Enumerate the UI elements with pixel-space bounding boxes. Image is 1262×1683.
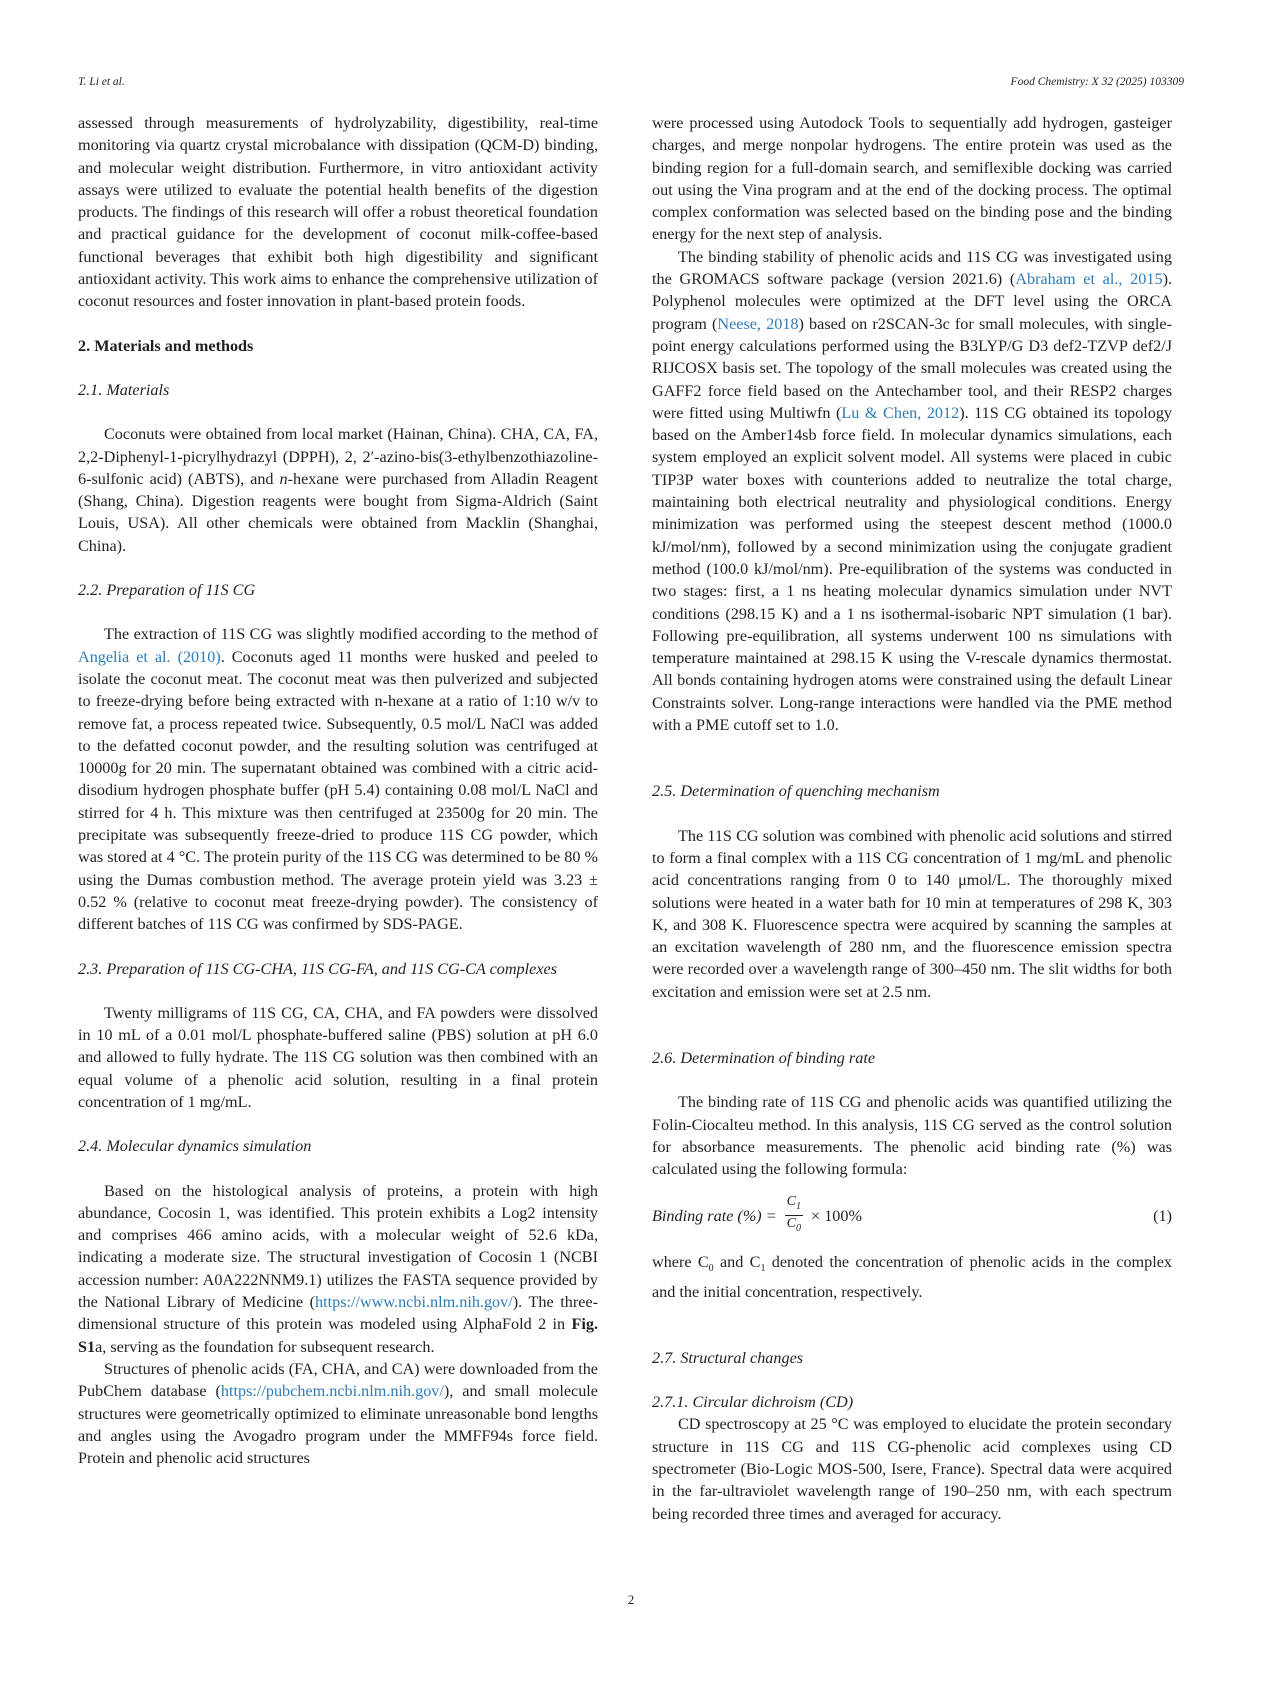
text-run: where C [652, 1253, 709, 1272]
equation-number: (1) [1153, 1206, 1172, 1225]
intro-continuation-paragraph: assessed through measurements of hydrolyzability, digestibility, real-time monitoring via quartz crystal microbalance with dissipation (QCM-D) binding, and molecular weight distribution. Furthermore, in vitro antioxidant activity assays were utilized to evaluate the potential health benefits of the digestion products. The findings of this research will offer a robust theoretical foundation and practical guidance for the development of coconut milk-coffee-based functional beverages that exhibit both high digestibility and significant antioxidant activity. This work aims to enhance the comprehensive utilization of coconut resources and foster innovation in plant-based protein foods. [78, 114, 598, 311]
equation-1 [652, 1194, 1172, 1237]
text-run: Based on the histological analysis of proteins, a protein with high abundance, Cocosin 1, was identified. This protein exhibits a Log2 intensity and comprises 466 amino acids, with a molecular weight of 52.6 kDa, indicating a moderate size. The structural investigation of Cocosin 1 (NCBI accession number: A0A222NNM9.1) utilizes the FASTA sequence provided by the National Library of Medicine ( [78, 1181, 598, 1312]
text-run: The extraction of 11S CG was slightly modified according to the method of [104, 625, 598, 644]
subscript: 0 [708, 1263, 714, 1275]
quenching-paragraph: The 11S CG solution was combined with phenolic acid solutions and stirred to form a final complex with a 11S CG concentration of 1 mg/mL and phenolic acid concentrations ranging from 0 to 140 μmol/L. The thoroughly mixed solutions were heated in a water bath for 10 min at temperatures of 298 K, 303 K, and 308 K. Fluorescence spectra were acquired by scanning the samples at an excitation wavelength of 280 nm, and the fluorescence emission spectra were recorded over a wavelength range of 300–450 nm. The slit widths for both excitation and emission were set at 2.5 nm. [652, 826, 1172, 1001]
binding-rate-paragraph: The binding rate of 11S CG and phenolic acids was quantified utilizing the Folin-Ciocalteu method. In this analysis, 11S CG served as the control solution for absorbance measurements. The phenolic acid binding rate (%) was calculated using the following formula: [652, 1093, 1172, 1179]
pubchem-link[interactable]: https://pubchem.ncbi.nlm.nih.gov/ [220, 1382, 444, 1401]
spacer [652, 736, 1172, 758]
denominator-symbol: C [786, 1216, 797, 1232]
fraction-denominator [785, 1216, 803, 1237]
reference-link-abraham[interactable]: Abraham et al., 2015 [1015, 270, 1163, 289]
section-2-1-heading: 2.1. Materials [78, 380, 170, 399]
md-paragraph-1 [78, 1180, 598, 1358]
running-head-journal: Food Chemistry: X 32 (2025) 103309 [1010, 76, 1184, 88]
equation-lhs: Binding rate (%) = [652, 1206, 777, 1225]
text-run: a, serving as the foundation for subsequent research. [95, 1337, 435, 1356]
page-number: 2 [627, 1592, 635, 1607]
materials-paragraph [78, 423, 598, 557]
equation-fraction [785, 1194, 803, 1237]
text-run: ). The three-dimensional structure of this protein was modeled using AlphaFold 2 in [78, 1293, 598, 1334]
section-2-4-heading: 2.4. Molecular dynamics simulation [78, 1137, 312, 1156]
reference-link-lu-chen[interactable]: Lu & Chen, 2012 [841, 403, 960, 422]
denominator-subscript: 0 [796, 1223, 802, 1235]
section-2-7-heading: 2.7. Structural changes [652, 1348, 804, 1367]
reference-link-neese[interactable]: Neese, 2018 [717, 314, 799, 333]
complexes-paragraph: Twenty milligrams of 11S CG, CA, CHA, and FA powders were dissolved in 10 mL of a 0.01 mol/L phosphate-buffered saline (PBS) solution at pH 6.0 and allowed to fully hydrate. The 11S CG solution was then combined with an equal volume of a phenolic acid solution, resulting in a final protein concentration of 1 mg/mL. [78, 1003, 598, 1111]
section-2-heading: 2. Materials and methods [78, 336, 254, 355]
text-run: ). 11S CG obtained its topology based on the Amber14sb force field. In molecular dynamics simulations, each system employed an explicit solvent model. All systems were placed in cubic TIP3P water boxes with counterions added to neutralize the total charge, maintaining both electrical neutrality and physiological conditions. Energy minimization was performed using the steepest descent method (1000.0 kJ/mol/nm), followed by a second minimization using the conjugate gradient method (100.0 kJ/mol/nm). Pre-equilibration of the systems was conducted in two stages: first, a 1 ns heating molecular dynamics simulation under NVT conditions (298.15 K) and a 1 ns isothermal-isobaric NPT simulation (1 bar). Following pre-equilibration, all systems underwent 100 ns simulations with temperature maintained at 298.15 K using the V-rescale dynamics thermostat. All bonds containing hydrogen atoms were constrained using the default Linear Constraints solver. Long-range interactions were handled via the PME method with a PME cutoff set to 1.0. [652, 403, 1173, 735]
section-2-3-heading: 2.3. Preparation of 11S CG-CHA, 11S CG-FA, and 11S CG-CA complexes [78, 959, 557, 978]
text-run: Structures of phenolic acids (FA, CHA, and CA) were downloaded from the PubChem database ( [78, 1359, 598, 1401]
text-run: ) based on r2SCAN-3c for small molecules, with single-point energy calculations performed using the B3LYP/G D3 def2-TZVP def2/J RIJCOSX basis set. The topology of the small molecules was created using the GAFF2 force field based on the Antechamber tool, and their RESP2 charges were fitted using Multiwfn ( [652, 314, 1172, 422]
text-run: and C [713, 1253, 761, 1272]
ncbi-link[interactable]: https://www.ncbi.nlm.nih.gov/ [315, 1293, 513, 1312]
text-run: -hexane were purchased from Alladin Reagent (Shang, China). Digestion reagents were bought from Sigma-Aldrich (Saint Louis, USA). All other chemicals were obtained from Macklin (Shanghai, China). [78, 469, 598, 555]
fraction-numerator [785, 1194, 803, 1216]
subscript: 1 [760, 1263, 766, 1275]
reference-link-angelia[interactable]: Angelia et al. (2010) [78, 647, 221, 666]
right-column [652, 112, 1172, 1525]
spacer [652, 1003, 1172, 1025]
text-run-italic: n [279, 469, 288, 488]
figure-reference[interactable]: Fig. S1 [78, 1315, 598, 1356]
numerator-symbol: C [786, 1194, 797, 1210]
equation-rhs: × 100% [811, 1206, 862, 1225]
text-run: . Coconuts aged 11 months were husked and peeled to isolate the coconut meat. The coconut meat was then pulverized and subjected to freeze-drying before being extracted with n-hexane at a ratio of 1:10 w/v to remove fat, a process repeated twice. Subsequently, 0.5 mol/L NaCl was added to the defatted coconut powder, and the resulting solution was centrifuged at 10000g for 20 min. The supernatant obtained was combined with a citric acid-disodium hydrogen phosphate buffer (pH 5.4) containing 0.08 mol/L NaCl and stirred for 4 h. This mixture was then centrifuged at 23500g for 20 min. The precipitate was subsequently freeze-dried to produce 11S CG powder, which was stored at 4 °C. The protein purity of the 11S CG was determined to be 80 % using the Dumas combustion method. The average protein yield was 3.23 ± 0.52 % (relative to coconut meat freeze-drying powder). The consistency of different batches of 11S CG was confirmed by SDS-PAGE. [78, 647, 599, 934]
numerator-subscript: 1 [796, 1201, 802, 1213]
equation-body [652, 1194, 862, 1237]
cd-paragraph: CD spectroscopy at 25 °C was employed to elucidate the protein secondary structure in 11S CG and 11S CG-phenolic acid complexes using CD spectrometer (Bio-Logic MOS-500, Isere, France). Spectral data were acquired in the far-ultraviolet wavelength range of 190–250 nm, with each spectrum being recorded three times and averaged for accuracy. [652, 1415, 1172, 1523]
formula-explanation [652, 1251, 1172, 1303]
text-run: Coconuts were obtained from local market (Hainan, China). CHA, CA, FA, 2,2-Diphenyl-1-picrylhydrazyl (DPPH), 2, 2′-azino-bis(3-ethylbenzothiazoline-6-sulfonic acid) (ABTS), and [78, 425, 598, 488]
docking-continuation-paragraph: were processed using Autodock Tools to sequentially add hydrogen, gasteiger charges, and merge nonpolar hydrogens. The entire protein was used as the binding region for a full-domain search, and semiflexible docking was carried out using the Vina program and at the end of the docking process. The optimal complex conformation was selected based on the binding pose and the binding energy for the next step of analysis. [652, 114, 1172, 244]
gromacs-paragraph [652, 246, 1172, 737]
section-2-5-heading: 2.5. Determination of quenching mechanism [652, 782, 940, 801]
text-run: ). Polyphenol molecules were optimized at the DFT level using the ORCA program ( [652, 270, 1172, 333]
spacer [652, 1303, 1172, 1325]
preparation-paragraph [78, 623, 598, 935]
text-run: denoted the concentration of phenolic acids in the complex and the initial concentration, respectively. [652, 1253, 1173, 1301]
text-run: The binding stability of phenolic acids and 11S CG was investigated using the GROMACS software package (version 2021.6) ( [652, 247, 1172, 289]
text-run: ), and small molecule structures were geometrically optimized to eliminate unreasonable bond lengths and angles using the Avogadro program under the MMFF94s force field. Protein and phenolic acid structures [78, 1382, 598, 1468]
md-paragraph-2 [78, 1358, 598, 1469]
section-2-7-1-heading: 2.7.1. Circular dichroism (CD) [652, 1393, 854, 1412]
left-column [78, 112, 598, 1469]
running-head-authors: T. Li et al. [78, 76, 125, 88]
section-2-6-heading: 2.6. Determination of binding rate [652, 1048, 876, 1067]
section-2-2-heading: 2.2. Preparation of 11S CG [78, 581, 256, 600]
